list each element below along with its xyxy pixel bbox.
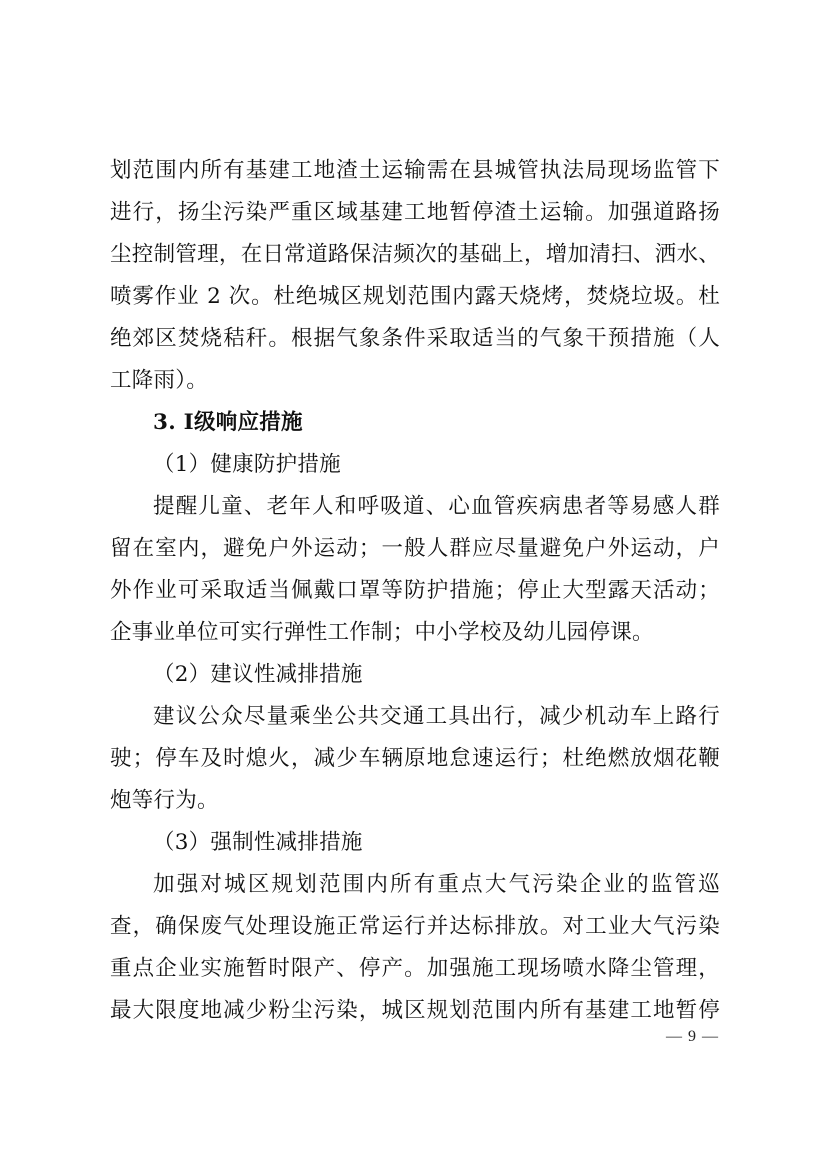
page-number: — 9 — bbox=[666, 1028, 719, 1045]
document-body bbox=[110, 150, 720, 1032]
body-line: 企事业单位可实行弹性工作制；中小学校及幼儿园停课。 bbox=[110, 620, 654, 645]
paragraph-first-line: 提醒儿童、老年人和呼吸道、心血管疾病患者等易感人群 bbox=[153, 494, 720, 519]
body-line: 尘控制管理，在日常道路保洁频次的基础上，增加清扫、洒水、 bbox=[110, 242, 720, 267]
body-line: 查，确保废气处理设施正常运行并达标排放。对工业大气污染 bbox=[110, 914, 720, 939]
subsection-heading: （2）建议性减排措施 bbox=[153, 662, 363, 687]
body-line: 炮等行为。 bbox=[110, 788, 219, 813]
subsection-heading: （3）强制性减排措施 bbox=[153, 830, 363, 855]
body-line: 划范围内所有基建工地渣土运输需在县城管执法局现场监管下 bbox=[110, 158, 720, 183]
body-line: 进行，扬尘污染严重区域基建工地暂停渣土运输。加强道路扬 bbox=[110, 200, 720, 225]
body-line: 外作业可采取适当佩戴口罩等防护措施；停止大型露天活动； bbox=[110, 578, 720, 603]
section-heading: 3. Ⅰ级响应措施 bbox=[153, 410, 303, 435]
subsection-heading: （1）健康防护措施 bbox=[153, 452, 341, 477]
paragraph-first-line: 加强对城区规划范围内所有重点大气污染企业的监管巡 bbox=[153, 872, 720, 897]
body-line: 留在室内，避免户外运动；一般人群应尽量避免户外运动，户 bbox=[110, 536, 720, 561]
body-line: 喷雾作业 2 次。杜绝城区规划范围内露天烧烤，焚烧垃圾。杜 bbox=[110, 284, 720, 309]
paragraph-first-line: 建议公众尽量乘坐公共交通工具出行，减少机动车上路行 bbox=[153, 704, 720, 729]
body-line: 工降雨）。 bbox=[110, 368, 209, 393]
body-line: 绝郊区焚烧秸秆。根据气象条件采取适当的气象干预措施（人 bbox=[110, 326, 720, 351]
body-line: 重点企业实施暂时限产、停产。加强施工现场喷水降尘管理， bbox=[110, 956, 720, 981]
body-line: 最大限度地减少粉尘污染，城区规划范围内所有基建工地暂停 bbox=[110, 998, 720, 1023]
body-line: 驶；停车及时熄火，减少车辆原地怠速运行；杜绝燃放烟花鞭 bbox=[110, 746, 720, 771]
